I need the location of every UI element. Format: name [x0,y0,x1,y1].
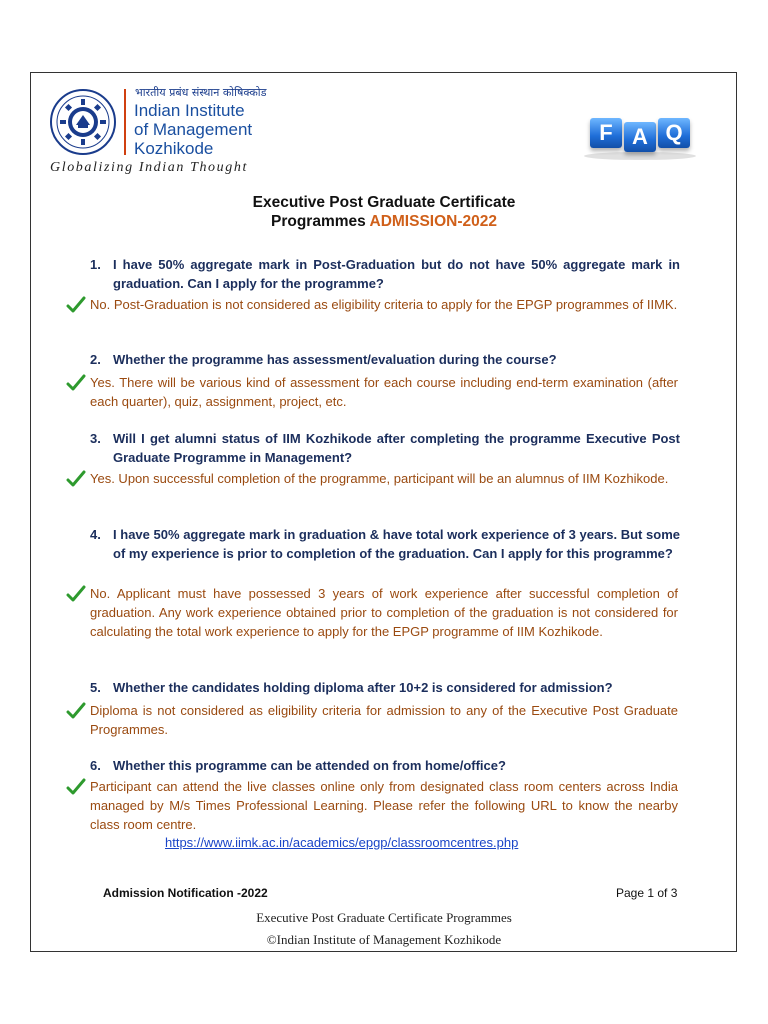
faq-answer-4: No. Applicant must have possessed 3 years of work experience after successful completion of graduation. Any work experience obtained prior to completion of the graduation is not considered for calculating the total work experience to apply for the EPGP programme of IIM Kozhikode. [90,586,678,639]
checkmark-icon [66,296,86,314]
iimk-seal-icon [48,87,118,157]
question-text: Will I get alumni status of IIM Kozhikode after completing the programme Executive Post Graduate Programme in Management? [113,431,680,465]
faq-answer-3: Yes. Upon successful completion of the programme, participant will be an alumnus of IIM Kozhikode. [90,471,669,486]
classroom-centres-link[interactable]: https://www.iimk.ac.in/academics/epgp/classroomcentres.php [165,835,519,850]
question-number: 5. [90,680,101,695]
faq-question-3 [90,429,680,467]
tagline: Globalizing Indian Thought [50,160,248,175]
institute-hindi-name: भारतीय प्रबंध संस्थान कोषिक्कोड [135,86,267,99]
faq-question-4 [90,525,680,563]
faq-question-2 [90,350,680,369]
footer-programme: Executive Post Graduate Certificate Programmes [256,910,512,925]
checkmark-icon [66,702,86,720]
checkmark-icon [66,585,86,603]
document-title-line1: Executive Post Graduate Certificate [252,194,516,211]
checkmark-icon [66,778,86,796]
faq-question-1 [90,255,680,293]
institute-name [134,101,252,158]
faq-answer-2: Yes. There will be various kind of assessment for each course including end-term examination (after each quarter), quiz, assignment, project, etc. [90,375,678,409]
faq-answer-6: Participant can attend the live classes online only from designated class room centers across India managed by M/s Times Professional Learning. Please refer the following URL to know the nearby class room centre. [90,779,678,832]
question-number: 3. [90,431,101,446]
title-accent: ADMISSION-2022 [369,213,497,230]
faq-block-q: Q [658,118,690,148]
footer-copyright: ©Indian Institute of Management Kozhikode [266,932,502,947]
faq-block-a: A [624,122,656,152]
institute-name-line1: Indian Institute [134,101,245,120]
question-number: 4. [90,527,101,542]
faq-question-5 [90,678,680,697]
question-number: 2. [90,352,101,367]
institute-name-line3: Kozhikode [134,139,214,158]
faq-answer-1: No. Post-Graduation is not considered as eligibility criteria to apply for the EPGP programmes of IIMK. [90,297,678,312]
logo-divider [124,89,126,155]
footer-notification: Admission Notification -2022 [103,886,268,900]
checkmark-icon [66,470,86,488]
faq-answer-5: Diploma is not considered as eligibility criteria for admission to any of the Executive Post Graduate Programmes. [90,703,678,737]
question-text: I have 50% aggregate mark in Post-Graduation but do not have 50% aggregate mark in graduation. Can I apply for the programme? [113,257,680,291]
checkmark-icon [66,374,86,392]
faq-shadow [584,152,696,160]
question-number: 6. [90,758,101,773]
institute-name-line2: of Management [134,120,253,139]
question-text: Whether the programme has assessment/evaluation during the course? [113,352,557,367]
question-text: Whether the candidates holding diploma after 10+2 is considered for admission? [113,680,613,695]
question-number: 1. [90,257,101,272]
faq-block-f: F [590,118,622,148]
footer-page-number: Page 1 of 3 [616,886,678,900]
title-prefix: Programmes [271,213,370,230]
question-text: Whether this programme can be attended on from home/office? [113,758,506,773]
document-title-line2 [0,213,768,231]
faq-question-6 [90,756,680,775]
faq-graphic [580,112,700,164]
question-text: I have 50% aggregate mark in graduation & have total work experience of 3 years. But some of my experience is prior to completion of the graduation. Can I apply for this programme? [113,527,680,561]
